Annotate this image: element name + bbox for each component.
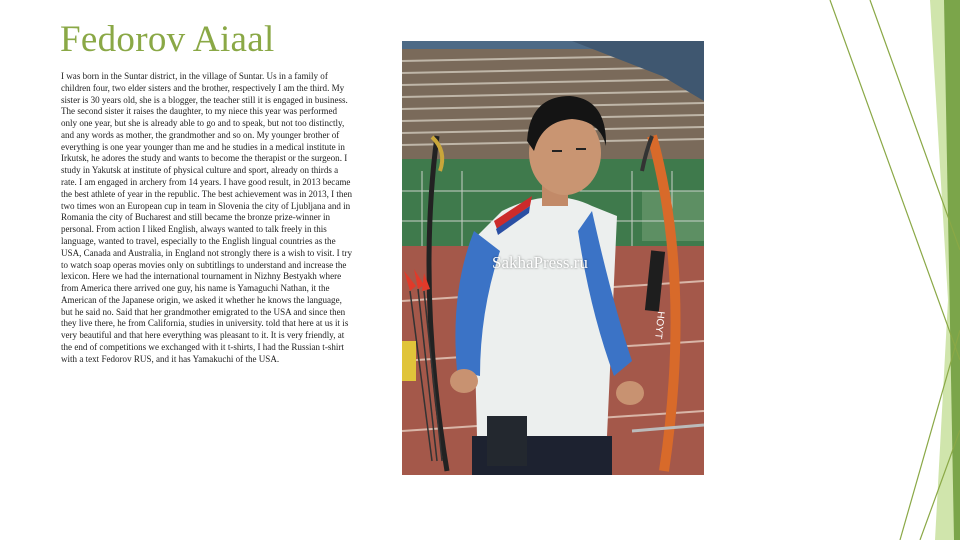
slide-title: Fedorov Aiaal	[60, 19, 275, 60]
decorative-corner	[730, 0, 960, 540]
body-paragraph: I was born in the Suntar district, in the village of Suntar. Us in a family of children four, two elder sisters and the brother, respectively I am the third. My sister is 30 years old, she is a blogger, the teacher still it is engaged in business. The second sister it raises the daughter, to my niece this year was performed only one year, but she is already able to go and to speak, but not too distinctly, and any words as mother, the grandmother and so on. My younger brother of everything is one year younger than me and he studies in a medical institute in Irkutsk, he adores the study and wants to become the therapist or the surgeon. I study in Yakutsk at institute of physical culture and sport, already on thirds a rate. I am engaged in archery from 14 years. I have good result, in 2013 became the best athlete of year in the republic. The best achievement was in 2013, I then two times won an European cup in team in Slovenia the city of Ljubljana and in Romania the city of Bucharest and still became the bronze prize-winner in personal. From action I liked English, always wanted to talk freely in this language, wanted to travel, especially to the English lingual countries as the USA, Canada and Australia, in England not strongly there is a wish to visit. I try to watch soap operas movies only on subtitlings to understand and increase the lexicon. Here we had the international tournament in Nizhny Bestyakh where from America there arrived one guy, his name is Yamaguchi Nathan, it the American of the Japanese origin, we asked it whether he knows the language, but he said no. Said that her grandmother emigrated to the USA and since then they live there, he from California, studies in university. told that here at us it is very beautiful and that here everything was pleasant to it. It is very friendly, at the end of competitions we exchanged with it t-shirts, I had the Russian t-shirt with a text Fedorov RUS, and it has Yamakuchi of the USA.	[61, 71, 352, 364]
watermark-text: SakhaPress.ru	[492, 253, 588, 272]
bow-brand-label: HOYT	[652, 310, 666, 340]
archer-photo	[402, 41, 704, 475]
